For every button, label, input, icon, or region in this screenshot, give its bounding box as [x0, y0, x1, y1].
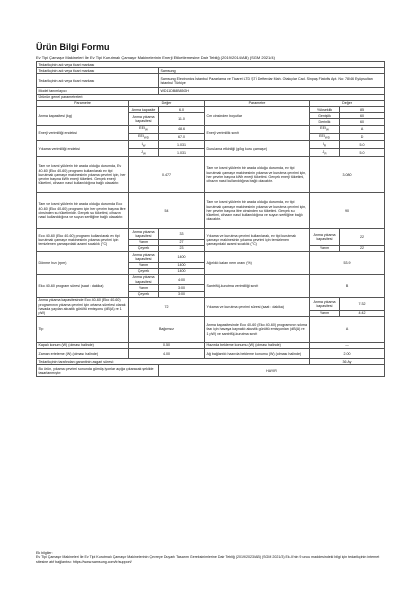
- energy-consumption-wd-value: 3.080: [310, 157, 385, 193]
- model-label: Model tanımlayıcı: [37, 88, 159, 94]
- rinse-jr-key: $J_R$: [310, 149, 340, 157]
- rinse-effectiveness-label: Durulama etkinliği (g/kg kuru çamaşır): [205, 141, 310, 157]
- value-header-right: Değer: [310, 100, 385, 106]
- standby-value: —: [310, 342, 385, 348]
- noise-value: 72: [129, 297, 205, 316]
- energy-class-w-value: A: [340, 125, 385, 133]
- max-temperature-wd-key-2: Yarım: [310, 245, 340, 251]
- wash-efficiency-jw-value: 1.031: [159, 149, 205, 157]
- page-title: Ürün Bilgi Formu: [36, 42, 110, 52]
- width-label: Genişlik: [310, 113, 340, 119]
- standby-label: Hazırda bekleme konumu (W) (olması halinde): [205, 342, 310, 348]
- max-temperature-value-3: 23: [159, 245, 205, 251]
- capacity-value-2: 11.0: [159, 113, 205, 125]
- program-duration-value-2: 3:00: [159, 285, 205, 291]
- model-value: WD11DB8B85GH: [159, 88, 385, 94]
- max-temperature-value-2: 27: [159, 239, 205, 245]
- energy-class-w-key: $EEI_W$: [310, 125, 340, 133]
- eei-w-value: 48.6: [159, 125, 205, 133]
- supplier-address-label: Tedarikçinin adı veya ticari markası: [37, 74, 159, 88]
- networked-standby-value: 2.00: [310, 349, 385, 359]
- type-row: [37, 316, 385, 342]
- capacity-value-1: 6.0: [159, 107, 205, 113]
- depth-value: 60: [340, 119, 385, 125]
- max-temperature-wd-label: Yıkama ve kurutma çevrimi kullanılarak, ev tipi kurutmalı çamaşır makinesinin yıkama çevrimi için temizlenen çamaşırdaki azami sıcaklık (°C): [205, 229, 310, 252]
- supplier-address-value: Samsung Electronics İstanbul Pazarlama ve Ticaret LTD ŞTİ Defterdar Mah. Otakçılar Cad. Sinpaş Flatofis Apt. No: 78/46 Eyüpsultan İstanbul Türkiye: [159, 74, 385, 88]
- depth-label: Derinlik: [310, 119, 340, 125]
- program-duration-value-1: 4:00: [159, 274, 205, 284]
- delay-start-value: 4.00: [129, 349, 205, 359]
- water-consumption-label: Tam ve kısmi yüklerin bir arada olduğu durumda Eco 40-60 (Eko 40-60) programı için her çevrim başına litre cinsinden su tüketimidir. Gerçek su tüketimi, cihazın nasıl kullanıldığına ve suyun sertliğine bağlı olacaktır.: [37, 193, 129, 229]
- eei-wd-value: 67.0: [159, 133, 205, 141]
- height-label: Yükseklik: [310, 107, 340, 113]
- water-consumption-value: 54: [129, 193, 205, 229]
- spin-speed-value-2: 1400: [159, 262, 205, 268]
- dimensions-label: Cm cinsinden boyutlar: [205, 107, 310, 126]
- eei-row: [37, 125, 385, 133]
- max-temperature-key-3: Çeyrek: [129, 245, 159, 251]
- wd-cycle-duration-value-1: 7:32: [340, 297, 385, 310]
- spin-noise-label: Anma kapasitesinde Eco 40-60 (Eko 40-60) programının sıkma fazı için havaya kaynaklı akustik gürültü emisyonları (dB(A) re 1 pW) ve santrifüj-kurutma sınıfı: [205, 316, 310, 342]
- max-temperature-key-1: Anma yıkama kapasitesi: [129, 229, 159, 239]
- silver-ion-value: HAYIR: [159, 365, 385, 377]
- energy-class-label: Enerji verimlilik sınıfı: [205, 125, 310, 141]
- param-header-right: Parametre: [205, 100, 310, 106]
- energy-consumption-label: Tam ve kısmi yüklerin bir arada olduğu durumda, Ev 40-60 (Eko 40-60) programı kullanılarak ev tipi kurutmalı çamaşır makinesinin yıkama çevrimi için, her çevrim başına kWh enerji tüketimi. Gerçek enerji tüketimi, cihazın nasıl kullanıldığına bağlı olacaktır.: [37, 157, 129, 193]
- program-duration-row: [37, 274, 385, 284]
- wash-efficiency-row: [37, 141, 385, 149]
- capacity-label: Anma kapasitesi (kg): [37, 107, 129, 126]
- page-subtitle: Ev Tipi Çamaşır Makineleri İle Ev Tipi Kurutmalı Çamaşır Makinelerinin Enerji Etiketlemesine Dair Tebliğ (2019/2014/AB) (SGM 2021/4): [36, 55, 275, 60]
- spin-class-value: B: [310, 274, 385, 297]
- eei-w-key: $EEI_W$: [129, 125, 159, 133]
- type-value: Bağımsız: [129, 316, 205, 342]
- delay-start-row: [37, 349, 385, 359]
- max-temperature-row: [37, 229, 385, 239]
- off-mode-value: 0.50: [129, 342, 205, 348]
- capacity-key-2: Anma yıkama kapasitesi: [129, 113, 159, 125]
- program-duration-key-2: Yarım: [129, 285, 159, 291]
- energy-consumption-row: [37, 157, 385, 193]
- width-value: 60: [340, 113, 385, 119]
- warranty-value: 36 Ay: [310, 359, 385, 365]
- brand-label: Tedarikçinin adı veya ticari markası: [37, 68, 159, 74]
- max-temperature-label: Eco 40-60 (Eko 40-60) programı kullanılarak ev tipi kurutmalı çamaşır makinesinin yıkama çevrimi için temizlenen çamaşırdaki azami sıcaklık (°C): [37, 229, 129, 252]
- spin-speed-value-1: 1400: [159, 252, 205, 262]
- silver-ion-label: Bu ürün, yıkama çevrimi sonunda gümüş iyonlar açığa çıkaracak şekilde tasarlanmıştır:: [37, 365, 159, 377]
- spin-speed-value-3: 1400: [159, 268, 205, 274]
- rinse-jr-value: 5.0: [340, 149, 385, 157]
- capacity-key-1: Anma kapasite: [129, 107, 159, 113]
- wash-efficiency-iw-key: $I_W$: [129, 141, 159, 149]
- wd-cycle-duration-label: Yıkama ve kurutma çevrimi süresi (saat : dakika): [205, 297, 310, 316]
- energy-consumption-value: 0.477: [129, 157, 205, 193]
- delay-start-label: Zaman erteleme (W) (olması halinde): [37, 349, 129, 359]
- param-header-left: Parametre: [37, 100, 129, 106]
- spin-noise-value: A: [310, 316, 385, 342]
- program-duration-key-1: Anma yıkama kapasitesi: [129, 274, 159, 284]
- water-consumption-wd-value: 90: [310, 193, 385, 229]
- spin-speed-row: [37, 252, 385, 262]
- water-consumption-row: [37, 193, 385, 229]
- spin-speed-key-2: Yarım: [129, 262, 159, 268]
- height-value: 85: [340, 107, 385, 113]
- moisture-value: 53.9: [310, 252, 385, 275]
- product-info-table: [36, 61, 385, 377]
- moisture-label: Ağırlıklı kalan nem oranı (%): [205, 252, 310, 275]
- wash-efficiency-iw-value: 1.031: [159, 141, 205, 149]
- wd-cycle-duration-key-1: Anma yıkama kapasitesi: [310, 297, 340, 310]
- energy-consumption-wd-label: Tam ve kısmi yüklerin bir arada olduğu durumda, ev tipi kurutmalı çamaşır makinesinin yıkama ve kurutma çevrimi için, her çevrim başına kWh enerji tüketimi. Gerçek enerji tüketimi, cihazın nasıl kullanıldığına bağlı olacaktır.: [205, 157, 310, 193]
- program-duration-value-3: 3:00: [159, 291, 205, 297]
- brand-value: Samsung: [159, 68, 385, 74]
- silver-ion-row: [37, 365, 385, 377]
- additional-info-text: Ev Tipi Çamaşır Makineleri İle Ev Tipi Kurutmalı Çamaşır Makinelerinin Çevreye Duyarlı Tasarım Gereksinimlerine Dair Tebliğ (2019/2023/AB) (SGM 2021/3) Ek-II'nin 9 uncu maddesindeki bilgi için tedarikçinin internet sitesine atıf bağlantısı: https://www.samsung.com/tr/support/: [36, 555, 380, 564]
- max-temperature-wd-value-2: 22: [340, 245, 385, 251]
- program-duration-label: Eko 40-60 program süresi (saat : dakika): [37, 274, 129, 297]
- supplier-label: Tedarikçinin adı veya ticari markası: [37, 62, 385, 68]
- rinse-ir-key: $I_R$: [310, 141, 340, 149]
- supplier-address-row: [37, 74, 385, 88]
- spin-speed-key-1: Anma yıkama kapasitesi: [129, 252, 159, 262]
- type-label: Tip: [37, 316, 129, 342]
- warranty-label: Tedarikçinin tarafından garantinin asgari süresi:: [37, 359, 310, 365]
- energy-class-wd-key: $EEI_{WD}$: [310, 133, 340, 141]
- max-temperature-key-2: Yarım: [129, 239, 159, 245]
- max-temperature-wd-value-1: 22: [340, 229, 385, 246]
- max-temperature-wd-key-1: Anma yıkama kapasitesi: [310, 229, 340, 246]
- noise-label: Anma yıkama kapasitesinde Eco 40-60 (Eko 40-60) programının yıkama çevrimi için ortama sürelesi olarak havada yayılan akustik gürültü emisyonu (dB(A) re 1 pW): [37, 297, 129, 316]
- energy-class-wd-value: D: [340, 133, 385, 141]
- eei-label: Enerji verimliliği endeksi: [37, 125, 129, 141]
- additional-info-header: Ek bilgiler:: [36, 551, 53, 555]
- wash-efficiency-jw-key: $J_W$: [129, 149, 159, 157]
- additional-info: [36, 551, 384, 564]
- rinse-ir-value: 5.0: [340, 141, 385, 149]
- spin-class-label: Santrifüj-kurutma verimliliği sınıfı: [205, 274, 310, 297]
- wash-efficiency-label: Yıkama verimliliği endeksi: [37, 141, 129, 157]
- off-mode-label: Kapalı konum (W) (olması halinde): [37, 342, 129, 348]
- networked-standby-label: Ağ bağlantılı hazırda bekleme konumu (W) (olması halinde): [205, 349, 310, 359]
- eei-wd-key: $EEI_{WD}$: [129, 133, 159, 141]
- water-consumption-wd-label: Tam ve kısmi yüklerin bir arada olduğu durumda, ev tipi kurutmalı çamaşır makinesinin yıkama ve kurutma çevrimi için, her çevrim başına litre cinsinden su tüketimi. Gerçek su tüketimi, cihazın nasıl kullanıldığına ve suyun sertliğine bağlı olacaktır.: [205, 193, 310, 229]
- spin-speed-key-3: Çeyrek: [129, 268, 159, 274]
- max-temperature-value-1: 33: [159, 229, 205, 239]
- spin-speed-label: Dönme hızı (rpm): [37, 252, 129, 275]
- wd-cycle-duration-value-2: 4:42: [340, 310, 385, 316]
- noise-row: [37, 297, 385, 310]
- general-params-label: Ürünün genel parametreleri:: [37, 94, 385, 100]
- wd-cycle-duration-key-2: Yarım: [310, 310, 340, 316]
- value-header-left: Değer: [129, 100, 205, 106]
- program-duration-key-3: Çeyrek: [129, 291, 159, 297]
